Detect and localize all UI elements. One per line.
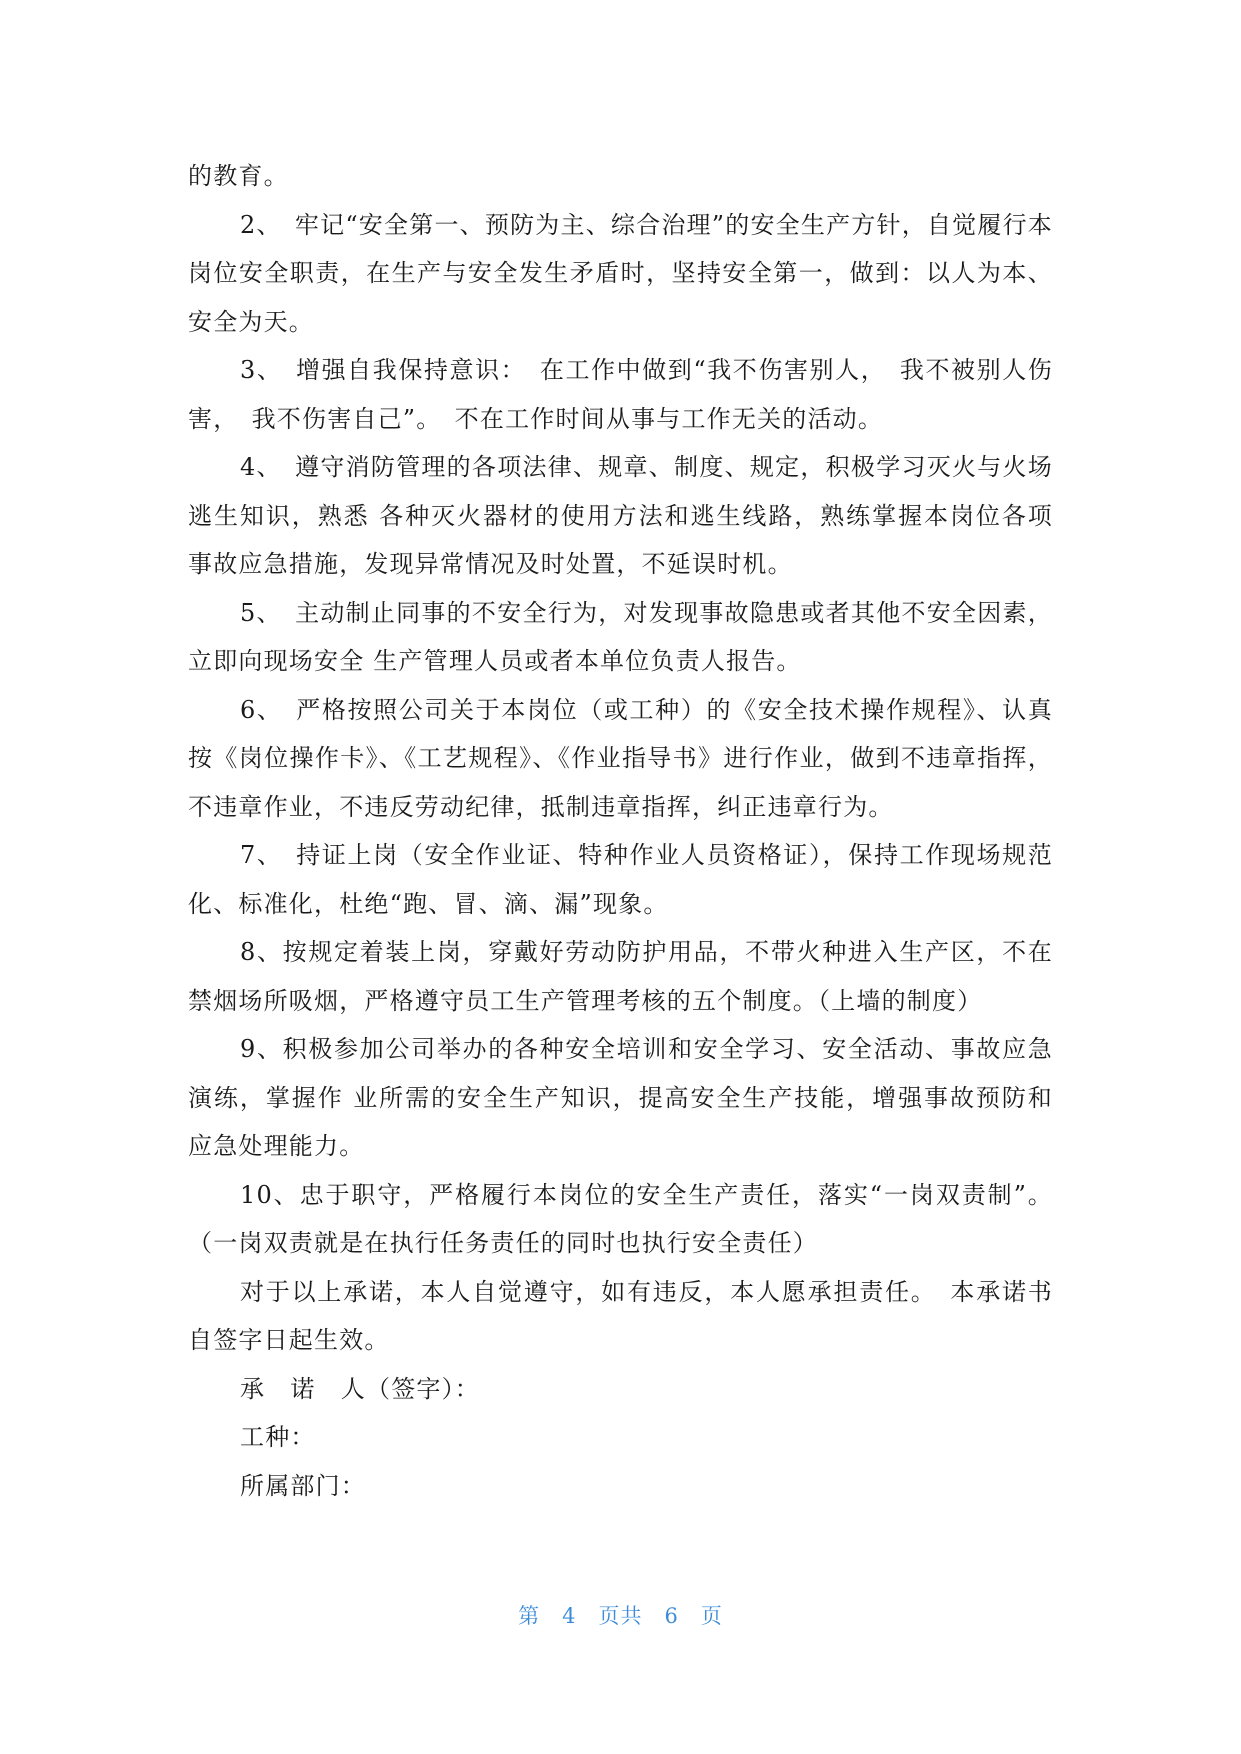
signature-department-line: 所属部门： <box>240 1471 366 1500</box>
paragraph-item-5: 5、 主动制止同事的不安全行为，对发现事故隐患或者其他不安全因素，立即向现场安全 生产管理人员或者本单位负责人报告。 <box>188 598 1053 675</box>
paragraph-item-2: 2、 牢记“安全第一、预防为主、综合治理”的安全生产方针，自觉履行本岗位安全职责，在生产与安全发生矛盾时，坚持安全第一，做到：以人为本、安全为天。 <box>188 210 1053 336</box>
page-number-footer: 第 4 页共 6 页 <box>518 1604 723 1628</box>
signature-job-type-line: 工种： <box>240 1423 316 1451</box>
paragraph-item-8: 8、按规定着装上岗，穿戴好劳动防护用品，不带火种进入生产区，不在禁烟场所吸烟，严格遵守员工生产管理考核的五个制度。（上墙的制度） <box>188 938 1053 1015</box>
paragraph-item-10: 10、忠于职守，严格履行本岗位的安全生产责任，落实“一岗双责制”。（一岗双责就是在执行任务责任的同时也执行安全责任） <box>188 1180 1053 1257</box>
paragraph-commitment: 对于以上承诺，本人自觉遵守，如有违反，本人愿承担责任。 本承诺书自签字日起生效。 <box>188 1277 1053 1354</box>
document-body <box>188 152 1053 1510</box>
paragraph-item-6: 6、 严格按照公司关于本岗位（或工种）的《安全技术操作规程》、认真按《岗位操作卡》、《工艺规程》、《作业指导书》进行作业，做到不违章指挥，不违章作业，不违反劳动纪律，抵制违章指挥，纠正违章行为。 <box>188 695 1053 821</box>
paragraph-item-4: 4、 遵守消防管理的各项法律、规章、制度、规定，积极学习灭火与火场逃生知识，熟悉 各种灭火器材的使用方法和逃生线路，熟练掌握本岗位各项事故应急措施，发现异常情况及时处置，不延误时机。 <box>188 453 1053 578</box>
paragraph-continuation: 的教育。 <box>188 162 289 190</box>
paragraph-item-9: 9、积极参加公司举办的各种安全培训和安全学习、安全活动、事故应急演练，掌握作 业所需的安全生产知识，提高安全生产技能，增强事故预防和应急处理能力。 <box>188 1035 1053 1160</box>
paragraph-item-7: 7、 持证上岗（安全作业证、特种作业人员资格证），保持工作现场规范化、标准化，杜绝“跑、冒、滴、漏”现象。 <box>188 841 1053 918</box>
paragraph-item-3: 3、 增强自我保持意识： 在工作中做到“我不伤害别人， 我不被别人伤害， 我不伤害自己”。 不在工作时间从事与工作无关的活动。 <box>188 356 1053 433</box>
signature-promisor-line: 承 诺 人（签字）： <box>240 1374 480 1403</box>
